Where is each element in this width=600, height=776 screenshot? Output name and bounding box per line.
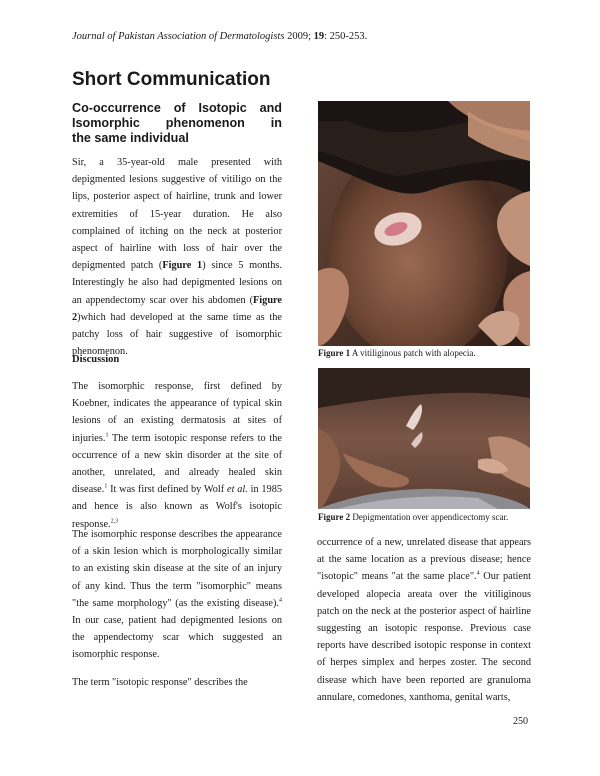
citation[interactable]: 4 [476,570,480,577]
citation[interactable]: 1 [105,432,109,439]
journal-pages: 250-253. [329,31,368,42]
journal-header: Journal of Pakistan Association of Dermatologists 2009; 19: 250-253. [72,31,368,42]
title-line-2: Isomorphic phenomenon in [72,116,282,130]
citation[interactable]: 4 [279,597,282,604]
figure-1-ref[interactable]: Figure 1 [162,260,203,272]
journal-volume: 19 [313,31,325,42]
citation[interactable]: 1 [104,483,108,490]
journal-year: 2009 [287,31,309,42]
title-line-3: the same individual [72,131,189,145]
paragraph-discussion-2: The isomorphic response describes the appearance of a skin lesion which is morphologically similar to an existing skin disease at the site of an injury of any kind. Thus the term "isomorphic" means "the same morphology" (as the existing disease).$^4$ In our case, patient had depigmented lesions on the appendectomy scar which suggested an isomorphic response. [72,529,282,661]
figure-2-photo [318,368,530,509]
figure-1-caption: Figure 1 A vitiliginous patch with alopecia. [318,348,476,358]
figure-2-caption: Figure 2 Depigmentation over appendicectomy scar. [318,512,509,522]
paragraph-intro: Sir, a 35-year-old male presented with depigmented lesions suggestive of vitiligo on the lips, posterior aspect of hairline, trunk and lower extremities of 15-year duration. He also complained of itching on the neck at posterior aspect of hairline with loss of hair over the depigmented patch (Figure 1) since 5 months. Interestingly he also had depigmented lesions on an appendectomy scar over his abdomen (Figure 2)which had developed at the same time as the patchy loss of hair suggestive of isomorphic phenomenon. [72,157,283,358]
citation[interactable]: 2,3 [110,518,119,525]
figure-2-ref[interactable]: Figure 2 [72,294,282,323]
page-number: 250 [513,716,528,727]
article-title [72,101,282,146]
paragraph-discussion-4: occurrence of a new, unrelated disease that appears at the same location as a previous disease; hence "isotopic" means "at the same place".$^4$ Our patient developed alopecia areata over the vitiliginous patch on the neck at the posterior aspect of hairline suggesting an isotopic response. Previous case reports have described isotopic response in context of herpes simplex and herpes zoster. The second disease which have been reported are granuloma annulare, comedones, xanthoma, genital warts, [317,537,531,703]
paragraph-discussion-1: The isomorphic response, first defined by Koebner, indicates the appearance of typical skin lesions of an existing dermatosis at sites of injuries.$^1$ The term isotopic response refers to the occurrence of a new skin disorder at the site of another, unrelated, and already healed skin disease.$^1$ It was first defined by Wolf et al. in 1985 and hence is also known as Wolf's isotopic response.$^{2,3}$ [72,381,282,530]
title-line-1: Co-occurrence of Isotopic and [72,101,282,115]
figure-1-image [318,101,530,346]
journal-name: Journal of Pakistan Association of Dermatologists [72,31,285,42]
figure-2-image [318,368,530,509]
paragraph-discussion-3: The term "isotopic response" describes the [72,677,248,688]
discussion-heading: Discussion [72,354,120,365]
section-heading: Short Communication [72,69,271,90]
figure-1-photo [318,101,530,346]
